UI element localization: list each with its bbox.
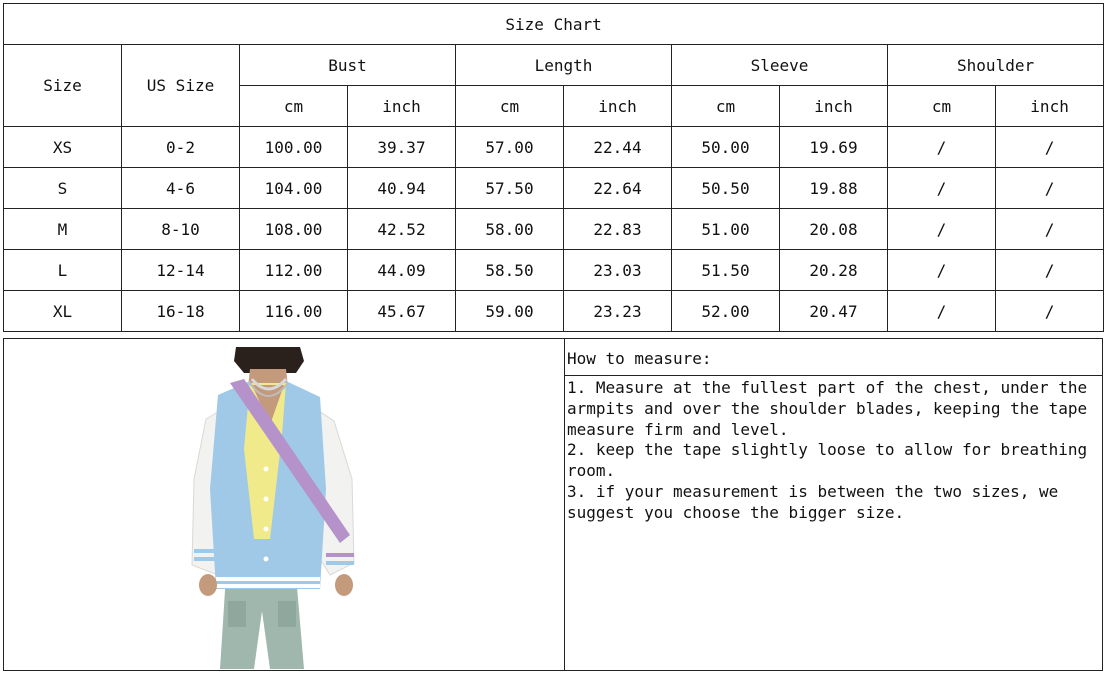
cell-sleeve-inch: 19.69 [780,127,888,168]
how-to-measure-steps [565,376,1102,670]
cell-shoulder-cm: / [888,209,996,250]
cell-size: M [4,209,122,250]
header-us-size: US Size [122,45,240,127]
header-shoulder: Shoulder [888,45,1104,86]
cell-sleeve-cm: 50.00 [672,127,780,168]
cell-shoulder-cm: / [888,168,996,209]
table-row [4,250,1104,291]
cell-sleeve-inch: 19.88 [780,168,888,209]
hem-stripe [216,577,320,581]
button [264,527,269,532]
cell-shoulder-cm: / [888,291,996,332]
cell-bust-inch: 44.09 [348,250,456,291]
cell-size: S [4,168,122,209]
table-row [4,127,1104,168]
cuff-stripe [326,561,354,565]
cell-length-cm: 57.00 [456,127,564,168]
cell-size: L [4,250,122,291]
measurement-section [3,338,1103,671]
button [264,467,269,472]
cell-bust-cm: 112.00 [240,250,348,291]
header-size: Size [4,45,122,127]
cell-us-size: 12-14 [122,250,240,291]
cell-length-inch: 22.83 [564,209,672,250]
cell-size: XL [4,291,122,332]
cell-length-cm: 59.00 [456,291,564,332]
cell-sleeve-cm: 50.50 [672,168,780,209]
unit-length-inch: inch [564,86,672,127]
measure-step: 1. Measure at the fullest part of the chest, under the armpits and over the shoulder blades, keeping the tape measure firm and level. [567,378,1088,439]
how-to-measure-title: How to measure: [565,339,1102,376]
table-row [4,168,1104,209]
cell-bust-inch: 42.52 [348,209,456,250]
cell-length-inch: 22.44 [564,127,672,168]
cell-sleeve-cm: 51.00 [672,209,780,250]
cell-length-cm: 57.50 [456,168,564,209]
table-title: Size Chart [4,4,1104,45]
header-sleeve: Sleeve [672,45,888,86]
cell-size: XS [4,127,122,168]
unit-sleeve-cm: cm [672,86,780,127]
cell-length-inch: 23.03 [564,250,672,291]
cell-length-inch: 23.23 [564,291,672,332]
cell-sleeve-cm: 52.00 [672,291,780,332]
cell-bust-cm: 100.00 [240,127,348,168]
measure-step: 3. if your measurement is between the two sizes, we suggest you choose the bigger size. [567,481,1059,522]
cell-length-cm: 58.00 [456,209,564,250]
cell-us-size: 4-6 [122,168,240,209]
how-to-measure-panel [565,339,1102,670]
model-photo [4,339,565,670]
cell-shoulder-inch: / [996,291,1104,332]
unit-sleeve-inch: inch [780,86,888,127]
cell-bust-cm: 104.00 [240,168,348,209]
button [264,497,269,502]
cell-shoulder-inch: / [996,127,1104,168]
unit-bust-cm: cm [240,86,348,127]
cell-shoulder-cm: / [888,127,996,168]
size-chart-table [3,3,1104,332]
cell-shoulder-inch: / [996,209,1104,250]
pants-pocket [228,601,246,627]
cell-bust-cm: 108.00 [240,209,348,250]
cell-bust-inch: 39.37 [348,127,456,168]
cell-sleeve-inch: 20.28 [780,250,888,291]
hem-stripe [216,584,320,588]
unit-bust-inch: inch [348,86,456,127]
cell-sleeve-cm: 51.50 [672,250,780,291]
cell-shoulder-cm: / [888,250,996,291]
header-bust: Bust [240,45,456,86]
cell-sleeve-inch: 20.47 [780,291,888,332]
cell-sleeve-inch: 20.08 [780,209,888,250]
cell-length-inch: 22.64 [564,168,672,209]
cuff-stripe [326,553,354,557]
table-row [4,209,1104,250]
pants-pocket [278,601,296,627]
cell-bust-inch: 40.94 [348,168,456,209]
unit-length-cm: cm [456,86,564,127]
header-length: Length [456,45,672,86]
cell-shoulder-inch: / [996,250,1104,291]
cell-us-size: 8-10 [122,209,240,250]
hand [335,574,353,596]
cell-bust-inch: 45.67 [348,291,456,332]
cell-shoulder-inch: / [996,168,1104,209]
button [264,557,269,562]
cell-bust-cm: 116.00 [240,291,348,332]
cell-us-size: 0-2 [122,127,240,168]
unit-shoulder-inch: inch [996,86,1104,127]
unit-shoulder-cm: cm [888,86,996,127]
measure-step: 2. keep the tape slightly loose to allow for breathing room. [567,440,1088,481]
model-illustration [4,339,563,670]
cell-length-cm: 58.50 [456,250,564,291]
cell-us-size: 16-18 [122,291,240,332]
table-row [4,291,1104,332]
hand [199,574,217,596]
